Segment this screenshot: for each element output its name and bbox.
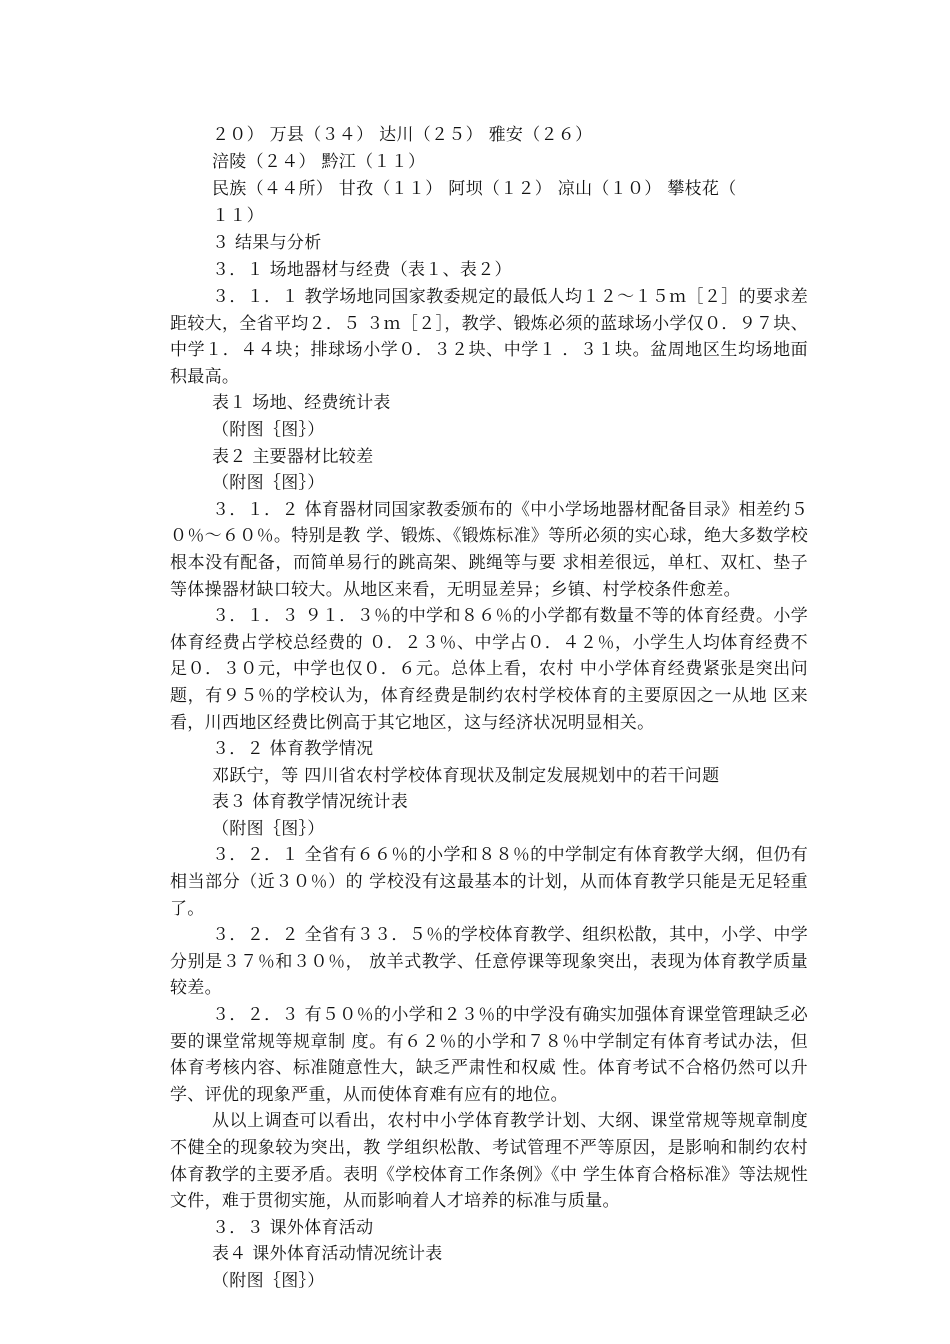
paragraph-3-2-1: ３．２．１ 全省有６６％的小学和８８％的中学制定有体育教学大纲，但仍有相当部分（近３０％）的 学校没有这最基本的计划，从而体育教学只能是无足轻重了。 — [170, 845, 808, 919]
paragraph-3-1-2: ３．１．２ 体育器材同国家教委颁布的《中小学场地器材配备目录》相差约５０％～６０％。特别是教 学、锻炼、《锻炼标准》等所必须的实心球，绝大多数学校根本没有配备，而简单易行的跳高架、跳绳等与要 求相差很远，单杠、双杠、垫子等体操器材缺口较大。从地区来看，无明显差异；乡镇、村学校条件愈差。 — [170, 499, 808, 600]
section-heading-3: ３ 结果与分析 — [212, 233, 322, 253]
paragraph-3-2-3: ３．２．３ 有５０％的小学和２３％的中学没有确实加强体育课堂管理缺乏必要的课堂常规等规章制 度。有６２％的小学和７８％中学制定有体育考试办法，但体育考核内容、标准随意性大，缺乏严肃性和权威 性。体育考试不合格仍然可以升学、评优的现象严重，从而使体育难有应有的地位。 — [170, 1005, 808, 1105]
section-heading-3-2: ３．２ 体育教学情况 — [212, 739, 374, 760]
region-list-line-1: ２０） 万县（３４） 达川（２５） 雅安（２６） — [212, 125, 593, 145]
document-body — [212, 122, 808, 284]
region-list-line-3: 民族（４４所） 甘孜（１１） 阿坝（１２） 凉山（１０） 攀枝花（ — [212, 179, 737, 199]
paragraph-3-2-2: ３．２．２ 全省有３３．５％的学校体育教学、组织松散，其中，小学、中学分别是３７％和３０％， 放羊式教学、任意停课等现象突出，表现为体育教学质量较差。 — [170, 925, 808, 999]
figure-placeholder-1: （附图｛图｝） — [212, 419, 325, 440]
paragraph-summary: 从以上调查可以看出，农村中小学体育教学计划、大纲、课堂常规等规章制度不健全的现象较为突出，教 学组织松散、考试管理不严等原因，是影响和制约农村体育教学的主要矛盾。表明《学校体育工作条例》《中 学生体育合格标准》等法规性文件，难于贯彻实施，从而影响着人才培养的标准与质量。 — [170, 1111, 808, 1212]
figure-placeholder-4: （附图｛图｝） — [212, 1270, 325, 1291]
table-1-caption: 表１ 场地、经费统计表 — [212, 393, 391, 414]
section-heading-3-3: ３．３ 课外体育活动 — [212, 1217, 374, 1238]
region-list-line-4: １１） — [212, 206, 264, 226]
paragraph-3-1-3: ３．１．３ ９１．３％的中学和８６％的小学都有数量不等的体育经费。小学体育经费占学校总经费的 ０．２３％、中学占０．４２％，小学生人均体育经费不足０．３０元，中学也仅０．６元。总体上看，农村 中小学体育经费紧张是突出问题，有９５％的学校认为，体育经费是制约农村学校体育的主要原因之一从地 区来看，川西地区经费比例高于其它地区，这与经济状况明显相关。 — [170, 606, 808, 733]
region-list-line-2: 涪陵（２４） 黔江（１１） — [212, 152, 426, 172]
running-header: 邓跃宁，等 四川省农村学校体育现状及制定发展规划中的若干问题 — [212, 765, 720, 786]
main-text-column — [170, 284, 808, 1295]
table-2-caption: 表２ 主要器材比较差 — [212, 446, 374, 467]
section-heading-3-1: ３．１ 场地器材与经费（表１、表２） — [212, 260, 512, 280]
paragraph-3-1-1: ３．１．１ 教学场地同国家教委规定的最低人均１２～１５ｍ［２］的要求差距较大，全省平均２．５ ３ｍ［２］，教学、锻炼必须的蓝球场小学仅０．９７块、中学１．４４块；排球场小学０．３２块、中学１ ．３１块。盆周地区生均场地面积最高。 — [170, 287, 808, 387]
figure-placeholder-2: （附图｛图｝） — [212, 473, 325, 494]
figure-placeholder-3: （附图｛图｝） — [212, 818, 325, 839]
table-4-caption: 表４ 课外体育活动情况统计表 — [212, 1244, 443, 1265]
table-3-caption: 表３ 体育教学情况统计表 — [212, 792, 409, 813]
